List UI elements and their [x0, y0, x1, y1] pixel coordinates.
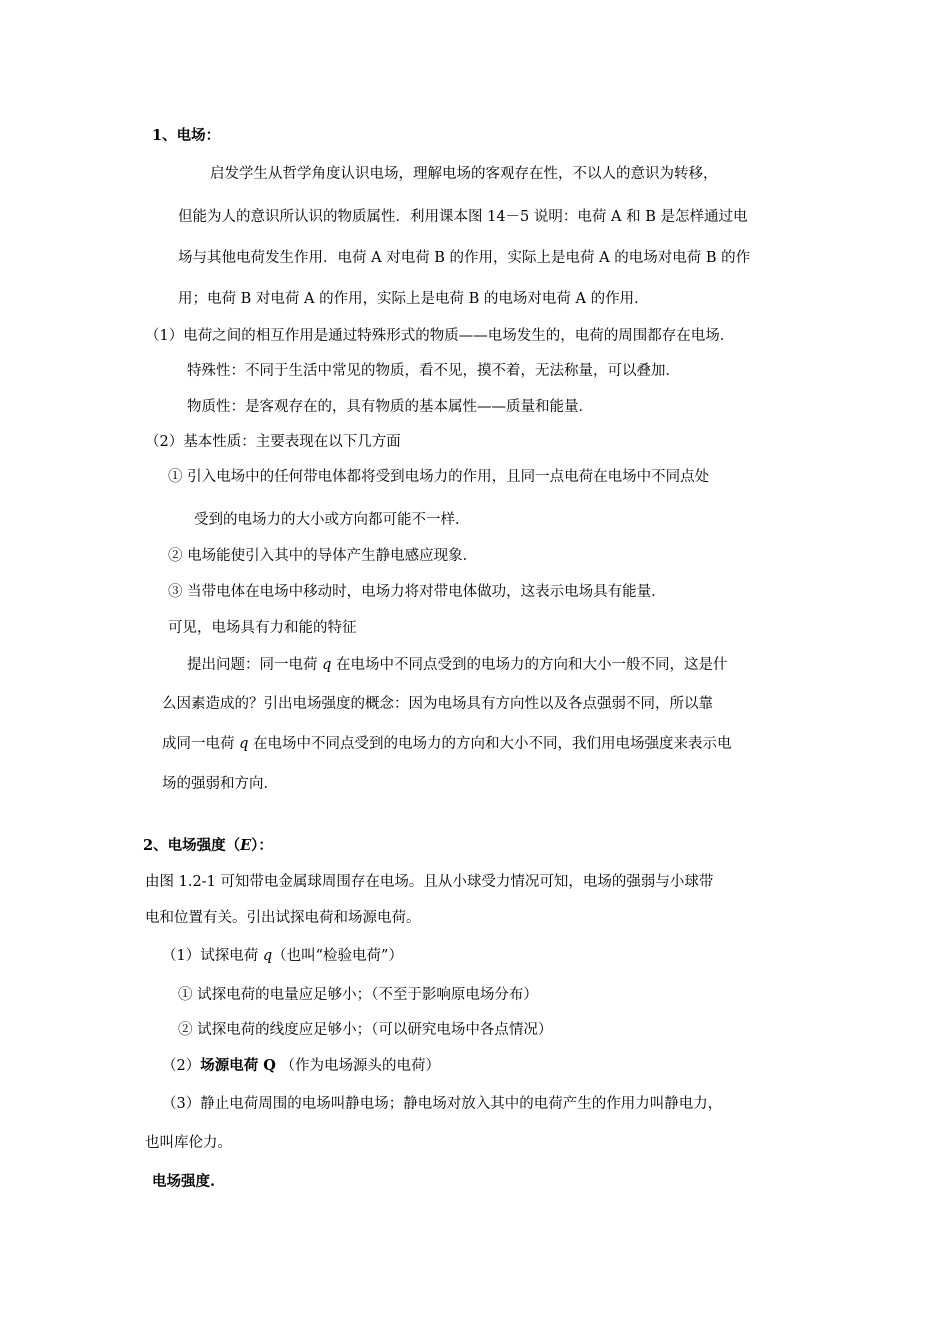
material-property: 物质性：是客观存在的，具有物质的基本属性——质量和能量．	[187, 399, 593, 415]
question-line1-pre: 提出问题：同一电荷	[187, 657, 323, 673]
section1-heading: 1、电场：	[152, 127, 221, 144]
section2-intro-line2: 电和位置有关。引出试探电荷和场源电荷。	[145, 910, 421, 926]
question-line4: 场的强弱和方向．	[162, 776, 278, 792]
question-line3	[162, 734, 732, 754]
question-line1-post: 在电场中不同点受到的电场力的方向和大小一般不同，这是什	[331, 657, 728, 673]
test-charge	[162, 946, 403, 966]
charge-q-var: q	[239, 736, 249, 752]
section1-intro-line1: 启发学生从哲学角度认识电场，理解电场的客观存在性，不以人的意识为转移，	[210, 166, 718, 182]
section1-intro-line4: 用；电荷 B 对电荷 A 的作用，实际上是电荷 B 的电场对电荷 A 的作用．	[178, 291, 649, 307]
special-property: 特殊性：不同于生活中常见的物质，看不见，摸不着，无法称量，可以叠加．	[187, 363, 680, 379]
test-charge-pre: （1）试探电荷	[162, 948, 263, 964]
test-charge-post: （也叫“检验电荷”）	[272, 948, 403, 964]
section2-intro-line1: 由图 1.2-1 可知带电金属球周围存在电场。且从小球受力情况可知，电场的强弱与小球带	[145, 874, 714, 890]
charge-q-var: q	[322, 657, 332, 673]
source-charge	[162, 1056, 440, 1076]
test-charge-item-2: ② 试探电荷的线度应足够小；（可以研究电场中各点情况）	[178, 1022, 553, 1038]
section2-heading	[143, 836, 273, 856]
section1-intro-line2: 但能为人的意识所认识的物质属性．利用课本图 14－5 说明：电荷 A 和 B 是怎样通过电	[178, 209, 748, 225]
property-item-1a: ① 引入电场中的任何带电体都将受到电场力的作用，且同一点电荷在电场中不同点处	[168, 469, 710, 485]
source-charge-desc: （作为电场源头的电荷）	[275, 1058, 441, 1074]
property-item-2: ② 电场能使引入其中的导体产生静电感应现象．	[168, 548, 478, 564]
source-charge-num: （2）	[162, 1058, 201, 1074]
field-E-var: E	[240, 837, 252, 854]
static-field-line2: 也叫库伦力。	[145, 1135, 232, 1151]
section2-heading-post: ）：	[251, 837, 273, 854]
property-item-3: ③ 当带电体在电场中移动时，电场力将对带电体做功，这表示电场具有能量．	[168, 584, 666, 600]
point-1: （1）电荷之间的相互作用是通过特殊形式的物质——电场发生的，电荷的周围都存在电场．	[145, 328, 735, 344]
conclusion: 可见，电场具有力和能的特征	[168, 620, 357, 636]
section1-intro-line3: 场与其他电荷发生作用．电荷 A 对电荷 B 的作用，实际上是电荷 A 的电场对电荷 B 的作	[178, 250, 751, 266]
charge-q-var: q	[262, 948, 273, 964]
question-line2: 么因素造成的？引出电场强度的概念：因为电场具有方向性以及各点强弱不同，所以靠	[162, 696, 713, 712]
source-charge-label: 场源电荷 Q	[200, 1057, 276, 1074]
question-line3-post: 在电场中不同点受到的电场力的方向和大小不同，我们用电场强度来表示电	[248, 736, 732, 752]
test-charge-item-1: ① 试探电荷的电量应足够小；（不至于影响原电场分布）	[178, 987, 538, 1003]
section2-heading-pre: 2、电场强度（	[143, 837, 241, 854]
question-line1	[187, 655, 728, 675]
static-field-line1: （3）静止电荷周围的电场叫静电场；静电场对放入其中的电荷产生的作用力叫静电力，	[162, 1096, 723, 1112]
point-2: （2）基本性质：主要表现在以下几方面	[145, 434, 401, 450]
property-item-1b: 受到的电场力的大小或方向都可能不一样．	[194, 512, 470, 528]
field-strength-heading: 电场强度.	[152, 1173, 216, 1190]
question-line3-pre: 成同一电荷	[162, 736, 240, 752]
